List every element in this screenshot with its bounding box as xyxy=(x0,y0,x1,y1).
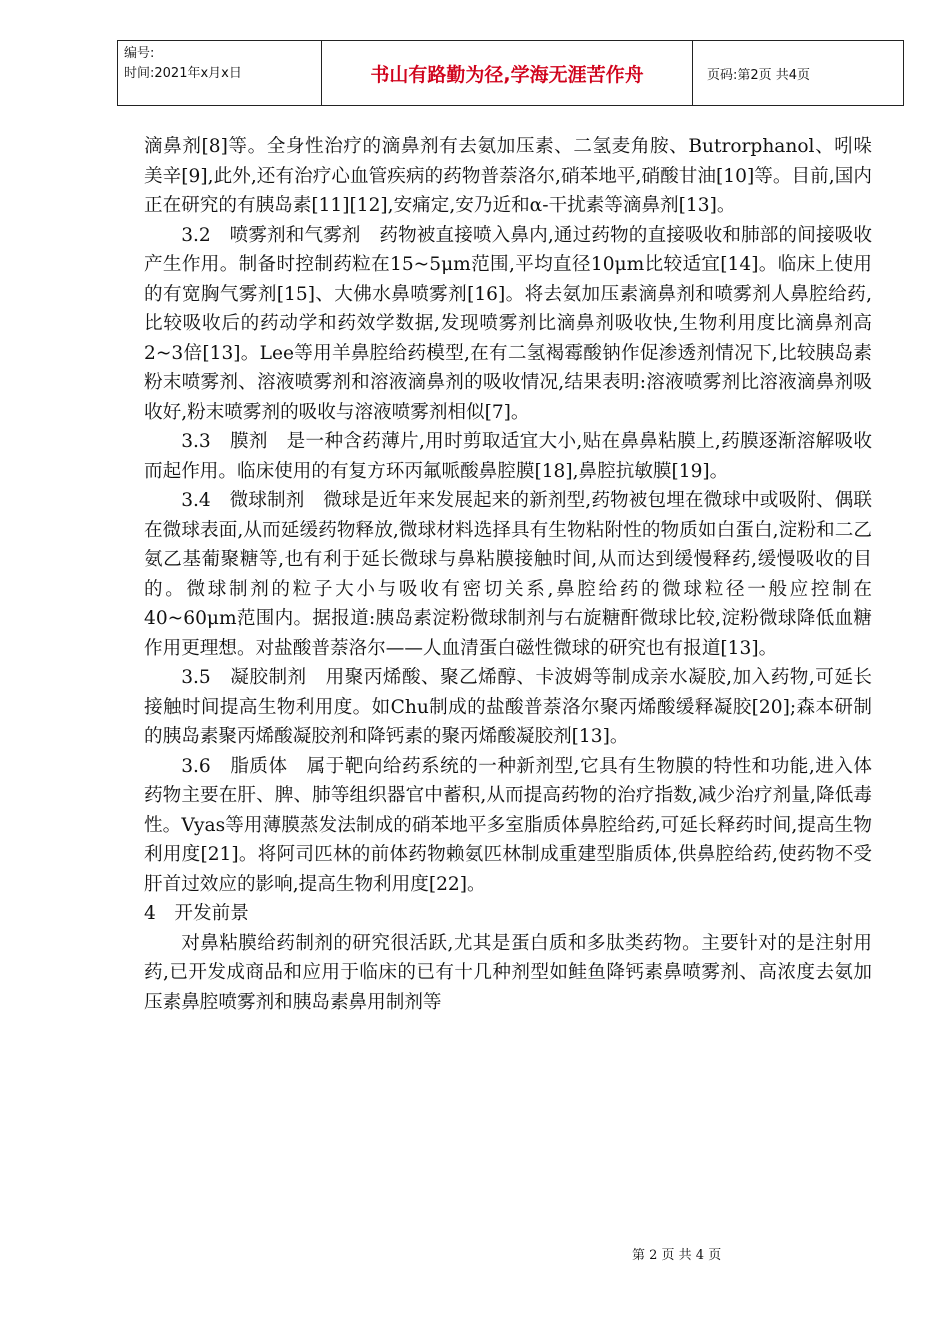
paragraph-section-4: 对鼻粘膜给药制剂的研究很活跃,尤其是蛋白质和多肽类药物。主要针对的是注射用药,已开发成商品和应用于临床的已有十几种剂型如鲑鱼降钙素鼻喷雾剂、高浓度去氨加压素鼻腔喷雾剂和胰岛素鼻用制剂等 xyxy=(144,932,872,1013)
document-time-label: 时间:2021年x月x日 xyxy=(124,66,242,81)
paragraph-section-3-3: 3.3 膜剂 是一种含药薄片,用时剪取适宜大小,贴在鼻鼻粘膜上,药膜逐渐溶解吸收而起作用。临床使用的有复方环丙氟哌酸鼻腔膜[18],鼻腔抗敏膜[19]。 xyxy=(144,431,872,482)
paragraph-section-3-2: 3.2 喷雾剂和气雾剂 药物被直接喷入鼻内,通过药物的直接吸收和肺部的间接吸收产生作用。制备时控制药粒在15~5μm范围,平均直径10μm比较适宜[14]。临床上使用的有宽胸气雾剂[15]、大佛水鼻喷雾剂[16]。将去氨加压素滴鼻剂和喷雾剂人鼻腔给药,比较吸收后的药动学和药效学数据,发现喷雾剂比滴鼻剂吸收快,生物利用度比滴鼻剂高2~3倍[13]。Lee等用羊鼻腔给药模型,在有二氢褐霉酸钠作促渗透剂情况下,比较胰岛素粉末喷雾剂、溶液喷雾剂和溶液滴鼻剂的吸收情况,结果表明:溶液喷雾剂比溶液滴鼻剂吸收好,粉末喷雾剂的吸收与溶液喷雾剂相似[7]。 xyxy=(144,224,872,423)
page-header-table xyxy=(117,40,904,106)
header-motto: 书山有路勤为径,学海无涯苦作舟 xyxy=(322,41,693,106)
document-number-label: 编号: xyxy=(124,46,155,61)
header-page-label: 页码:第2页 共4页 xyxy=(693,41,904,106)
paragraph-section-3-5: 3.5 凝胶制剂 用聚丙烯酸、聚乙烯醇、卡波姆等制成亲水凝胶,加入药物,可延长接触时间提高生物利用度。如Chu制成的盐酸普萘洛尔聚丙烯酸缓释凝胶[20];森本研制的胰岛素聚丙烯酸凝胶剂和降钙素的聚丙烯酸凝胶剂[13]。 xyxy=(144,667,872,747)
paragraph-section-3-4: 3.4 微球制剂 微球是近年来发展起来的新剂型,药物被包埋在微球中或吸附、偶联在微球表面,从而延缓药物释放,微球材料选择具有生物粘附性的物质如白蛋白,淀粉和二乙氨乙基葡聚糖等,也有利于延长微球与鼻粘膜接触时间,从而达到缓慢释药,缓慢吸收的目的。微球制剂的粒子大小与吸收有密切关系,鼻腔给药的微球粒径一般应控制在40~60μm范围内。据报道:胰岛素淀粉微球制剂与右旋糖酐微球比较,淀粉微球降低血糖作用更理想。对盐酸普萘洛尔——人血清蛋白磁性微球的研究也有报道[13]。 xyxy=(144,490,872,659)
section-heading-4: 4 开发前景 xyxy=(144,903,249,924)
header-meta-cell xyxy=(118,41,322,106)
paragraph-continuation: 滴鼻剂[8]等。全身性治疗的滴鼻剂有去氨加压素、二氢麦角胺、Butrorphanol、吲哚美辛[9],此外,还有治疗心血管疾病的药物普萘洛尔,硝苯地平,硝酸甘油[10]等。目前,国内正在研究的有胰岛素[11][12],安痛定,安乃近和α-干扰素等滴鼻剂[13]。 xyxy=(144,136,872,216)
page-footer: 第 2 页 共 4 页 xyxy=(632,1248,722,1263)
document-body xyxy=(144,132,872,1017)
paragraph-section-3-6: 3.6 脂质体 属于靶向给药系统的一种新剂型,它具有生物膜的特性和功能,进入体药物主要在肝、脾、肺等组织器官中蓄积,从而提高药物的治疗指数,减少治疗剂量,降低毒性。Vyas等用薄膜蒸发法制成的硝苯地平多室脂质体鼻腔给药,可延长释药时间,提高生物利用度[21]。将阿司匹林的前体药物赖氨匹林制成重建型脂质体,供鼻腔给药,使药物不受肝首过效应的影响,提高生物利用度[22]。 xyxy=(144,755,872,895)
